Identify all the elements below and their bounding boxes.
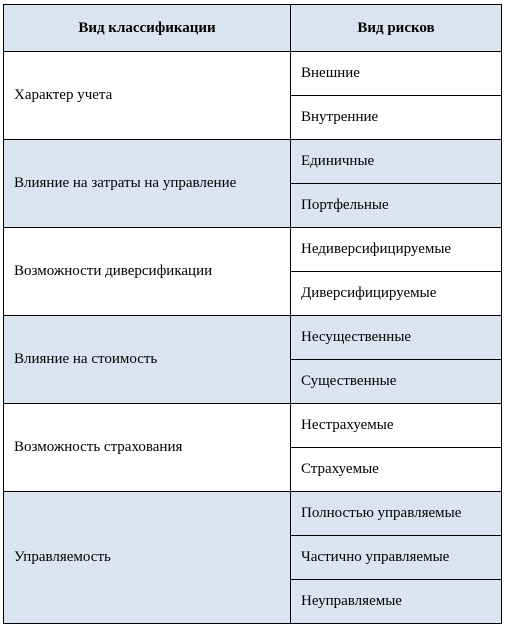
risk-cell: Диверсифицируемые — [291, 272, 502, 316]
risk-cell: Нестрахуемые — [291, 404, 502, 448]
table-row — [4, 404, 502, 448]
classification-cell: Возможность страхования — [4, 404, 291, 492]
table-header-row — [4, 5, 502, 52]
risk-cell: Внутренние — [291, 96, 502, 140]
table-row — [4, 52, 502, 96]
table-row — [4, 228, 502, 272]
risk-cell: Внешние — [291, 52, 502, 96]
risk-cell: Недиверсифицируемые — [291, 228, 502, 272]
header-classification-type: Вид классификации — [4, 5, 291, 52]
risk-classification-table — [3, 4, 502, 624]
risk-cell: Единичные — [291, 140, 502, 184]
table-row — [4, 492, 502, 536]
classification-cell: Влияние на затраты на управление — [4, 140, 291, 228]
risk-cell: Полностью управляемые — [291, 492, 502, 536]
risk-cell: Несущественные — [291, 316, 502, 360]
risk-cell: Существенные — [291, 360, 502, 404]
risk-cell: Портфельные — [291, 184, 502, 228]
header-risk-type: Вид рисков — [291, 5, 502, 52]
classification-cell: Характер учета — [4, 52, 291, 140]
classification-cell: Управляемость — [4, 492, 291, 624]
table-row — [4, 140, 502, 184]
classification-cell: Возможности диверсификации — [4, 228, 291, 316]
risk-cell: Неуправляемые — [291, 580, 502, 624]
table-row — [4, 316, 502, 360]
risk-cell: Частично управляемые — [291, 536, 502, 580]
classification-cell: Влияние на стоимость — [4, 316, 291, 404]
risk-cell: Страхуемые — [291, 448, 502, 492]
classification-table-container — [3, 4, 502, 624]
